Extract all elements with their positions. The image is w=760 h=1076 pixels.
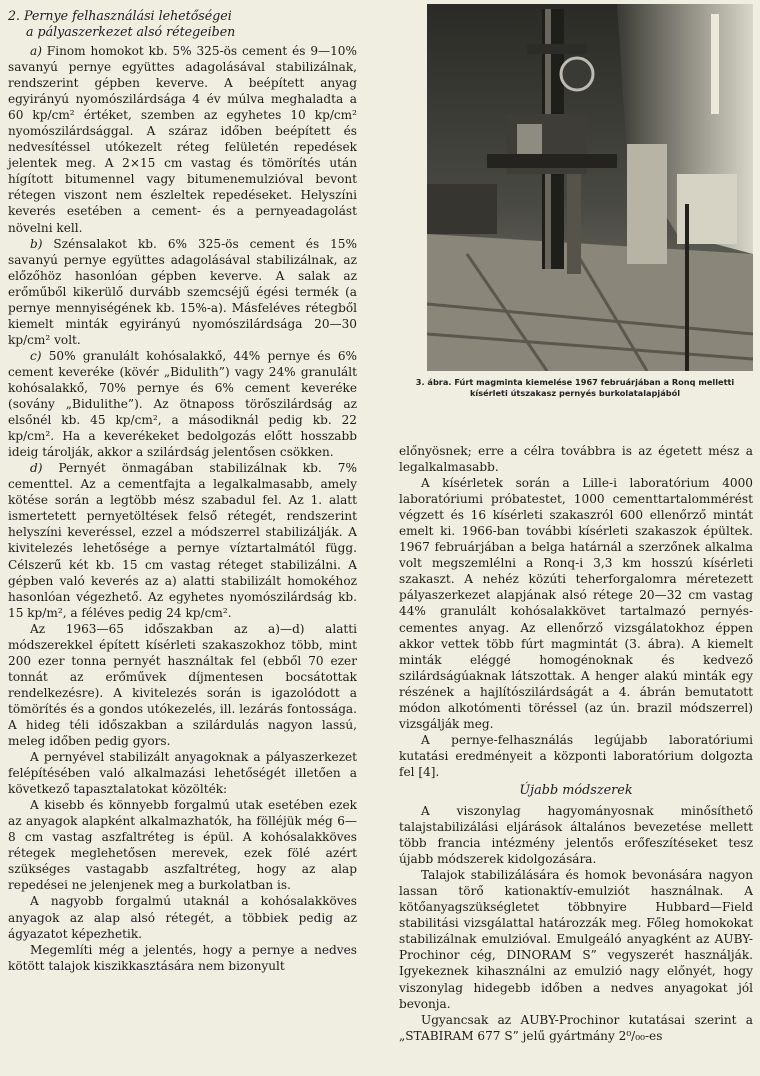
paragraph-central-lab: A pernye-felhasználás legújabb laboratóriumi kutatási eredményeit a központi laboratórium dolgozta fel [4].: [399, 732, 753, 779]
caption-line1: 3. ábra. Fúrt magminta kiemelése 1967 februárjában a Ronq melletti: [415, 377, 735, 387]
paragraph-emulsion: Talajok stabilizálására és homok bevonására nagyon lassan törő kationaktív-emulziót használnak. A kötőanyagszükségletet többnyire Hubbard—Field stabilitási vizsgálattal határozzák meg. Főleg homokokat stabilizálnak emulzióval. Emulgeáló anyagként az AUBY-Prochinor cég, DINORAM S” vegyszerét használják. Igyekeznek kihasználni az emulzió nagy előnyét, hogy viszonylag hidegebb időben a nedves anyagokat jól bevonja.: [399, 868, 753, 1011]
paragraph-experience: A pernyével stabilizált anyagoknak a pályaszerkezet felépítésében való alkalmazási lehetőségét illetően a következő tapasztalatokat közölték:: [8, 750, 357, 797]
paragraph-a: [8, 43, 357, 236]
section-title: [8, 8, 357, 40]
core-drill-photo: [427, 4, 753, 371]
para-text: Pernyét önmagában stabilizálnak kb. 7% cementtel. Az a cementfajta a legalkalmasabb, amely kötése során a legtöbb mész szabadul fel. Az 1. alatt ismertetett pernyetöltések felső rétegét, rendszerint helyszíni keveréssel, ezzel a módszerrel stabilizálják. A kivitelezés lehetősége a pernye víztartalmától függ. Célszerű két kb. 15 cm vastag réteget stabilizálni. A gépben való keverés az a) alatti stabilizált homokéhoz hasonlóan végezhető. Az egyhetes nyomószilárdság kb. 15 kp/m², a féléves pedig 24 kp/cm².: [8, 461, 357, 620]
section-title-line2: a pályaszerkezet alsó rétegeiben: [26, 24, 236, 39]
paragraph-c: [8, 348, 357, 460]
para-label: c): [30, 348, 42, 363]
paragraph-large-roads: A nagyobb forgalmú utaknál a kohósalakköves anyagok az alap alsó rétegét, a többiek pedig az ágyazatot képezhetik.: [8, 894, 357, 941]
para-text: Szénsalakot kb. 6% 325-ös cement és 15% savanyú pernye együttes adagolásával stabilizálnak, az előzőhöz hasonlóan gépben keverve. A salak az erőműből kikerülő durvább szemcséjű égési termék (a pernye mennyiségének kb. 15%-a). Másfeléves rétegből kiemelt minták egyirányú nyomószilárdsága 20—30 kp/cm² volt.: [8, 236, 357, 347]
right-column: [399, 443, 753, 1044]
para-label: a): [30, 44, 42, 58]
section-title-line1: 2. Pernye felhasználási lehetőségei: [8, 8, 232, 23]
paragraph-continued: előnyösnek; erre a célra továbbra is az égetett mész a legalkalmasabb.: [399, 444, 753, 475]
para-text: Finom homokot kb. 5% 325-ös cement és 9—10% savanyú pernye együttes adagolásával stabilizálnak, rendszerint gépben keverve. A beépített anyag egyirányú nyomószilárdsága 4 év múlva meghaladta a 60 kp/cm² értéket, szemben az egyhetes 10 kp/cm² nyomószilárdsággal. A száraz időben beépített és nedvesítéssel utókezelt réteg felületén repedések jelentek meg. A 2×15 cm vastag és tömörítés után hígított bitumennel vagy bitumenemulzióval bevont rétegen viszont nem észleltek repedéseket. Helyszíni keverés esetében a cement- és a pernyeadagolást növelni kell.: [8, 44, 357, 235]
paragraph-period: Az 1963—65 időszakban az a)—d) alatti módszerekkel épített kísérleti szakaszokhoz több, mint 200 ezer tonna pernyét használtak fel (ebből 70 ezer tonnát az erőművek díjmentesen bocsátottak rendelkezésre). A kivitelezés során is igazolódott a tömörítés és a gondos utókezelés, ill. lezárás fontossága. A hideg téli időszakban a szilárdulás nagyon lassú, meleg időben pedig gyors.: [8, 621, 357, 749]
paragraph-stabiram: Ugyancsak az AUBY-Prochinor kutatásai szerint a „STABIRAM 677 S” jelű gyártmány 2⁰/₀₀-es: [399, 1012, 753, 1043]
para-text: 50% granulált kohósalakkő, 44% pernye és 6% cement keveréke (kövér „Bidulith”) vagy 24% granulált kohósalakkő, 70% pernye és 6% cement keveréke (sovány „Bidulithe”). Az ötnaposs törőszilárdság az elsőnél kb. 45 kp/cm², a másodiknál pedig kb. 22 kp/cm². Ha a keverékeket bedolgozás előtt hosszabb ideig tárolják, akkor a szilárdság jelentősen csökken.: [8, 348, 357, 460]
figure-photo: [427, 4, 753, 371]
paragraph-report: Megemlíti még a jelentés, hogy a pernye a nedves kötött talajok kiszikkasztására nem bizonyult: [8, 942, 357, 973]
para-label: d): [30, 461, 43, 476]
para-label: b): [30, 236, 43, 251]
paragraph-b: [8, 236, 357, 348]
paragraph-french-institutions: A viszonylag hagyományosnak minősíthető talajstabilizálási eljárások általános bevezetése mellett több francia intézmény jelentős erőfeszítéseket tesz újabb módszerek kidolgozására.: [399, 803, 753, 867]
left-column: [8, 8, 357, 974]
paragraph-d: [8, 460, 357, 620]
subhead-new-methods: Újabb módszerek: [519, 782, 633, 798]
caption-line2: kísérleti útszakasz pernyés burkolatalapjából: [469, 388, 681, 398]
paragraph-small-roads: A kisebb és könnyebb forgalmú utak esetében ezek az anyagok alapként alkalmazhatók, ha fölléjük még 6—8 cm vastag aszfaltréteg is épül. A kohósalakköves rétegek meglehetősen merevek, ezek fölé azért szükséges vastagabb aszfaltréteg, hogy az alap repedései ne jelenjenek meg a burkolatban is.: [8, 798, 357, 893]
figure-caption: [392, 377, 758, 399]
paragraph-lille: A kísérletek során a Lille-i laboratórium 4000 laboratóriumi próbatestet, 1000 cementtartalommérést végzett és 16 kísérleti szakaszról 600 ellenőrző mintát emelt ki. 1966-ban további kísérleti szakaszok épültek. 1967 februárjában a belga határnál a szerzőnek alkalma volt megszemlélni a Ronq-i 3,3 km hosszú kísérleti szakaszt. A nehéz közúti teherforgalomra méretezett pályaszerkezet alapjának alsó rétege 20—32 cm vastag 44% granulált kohósalakkövet tartalmazó pernyés-cementes anyag. Az ellenőrző vizsgálatokhoz éppen akkor vettek több fúrt magmintát (3. ábra). A kiemelt minták eléggé homogénoknak és kedvező szilárdságúaknak látszottak. A henger alakú minták egy részének a hajlítószilárdságát a 4. ábrán bemutatott módon alkotómenti töréssel (az ún. brazil módszerrel) vizsgálják meg.: [399, 476, 753, 731]
